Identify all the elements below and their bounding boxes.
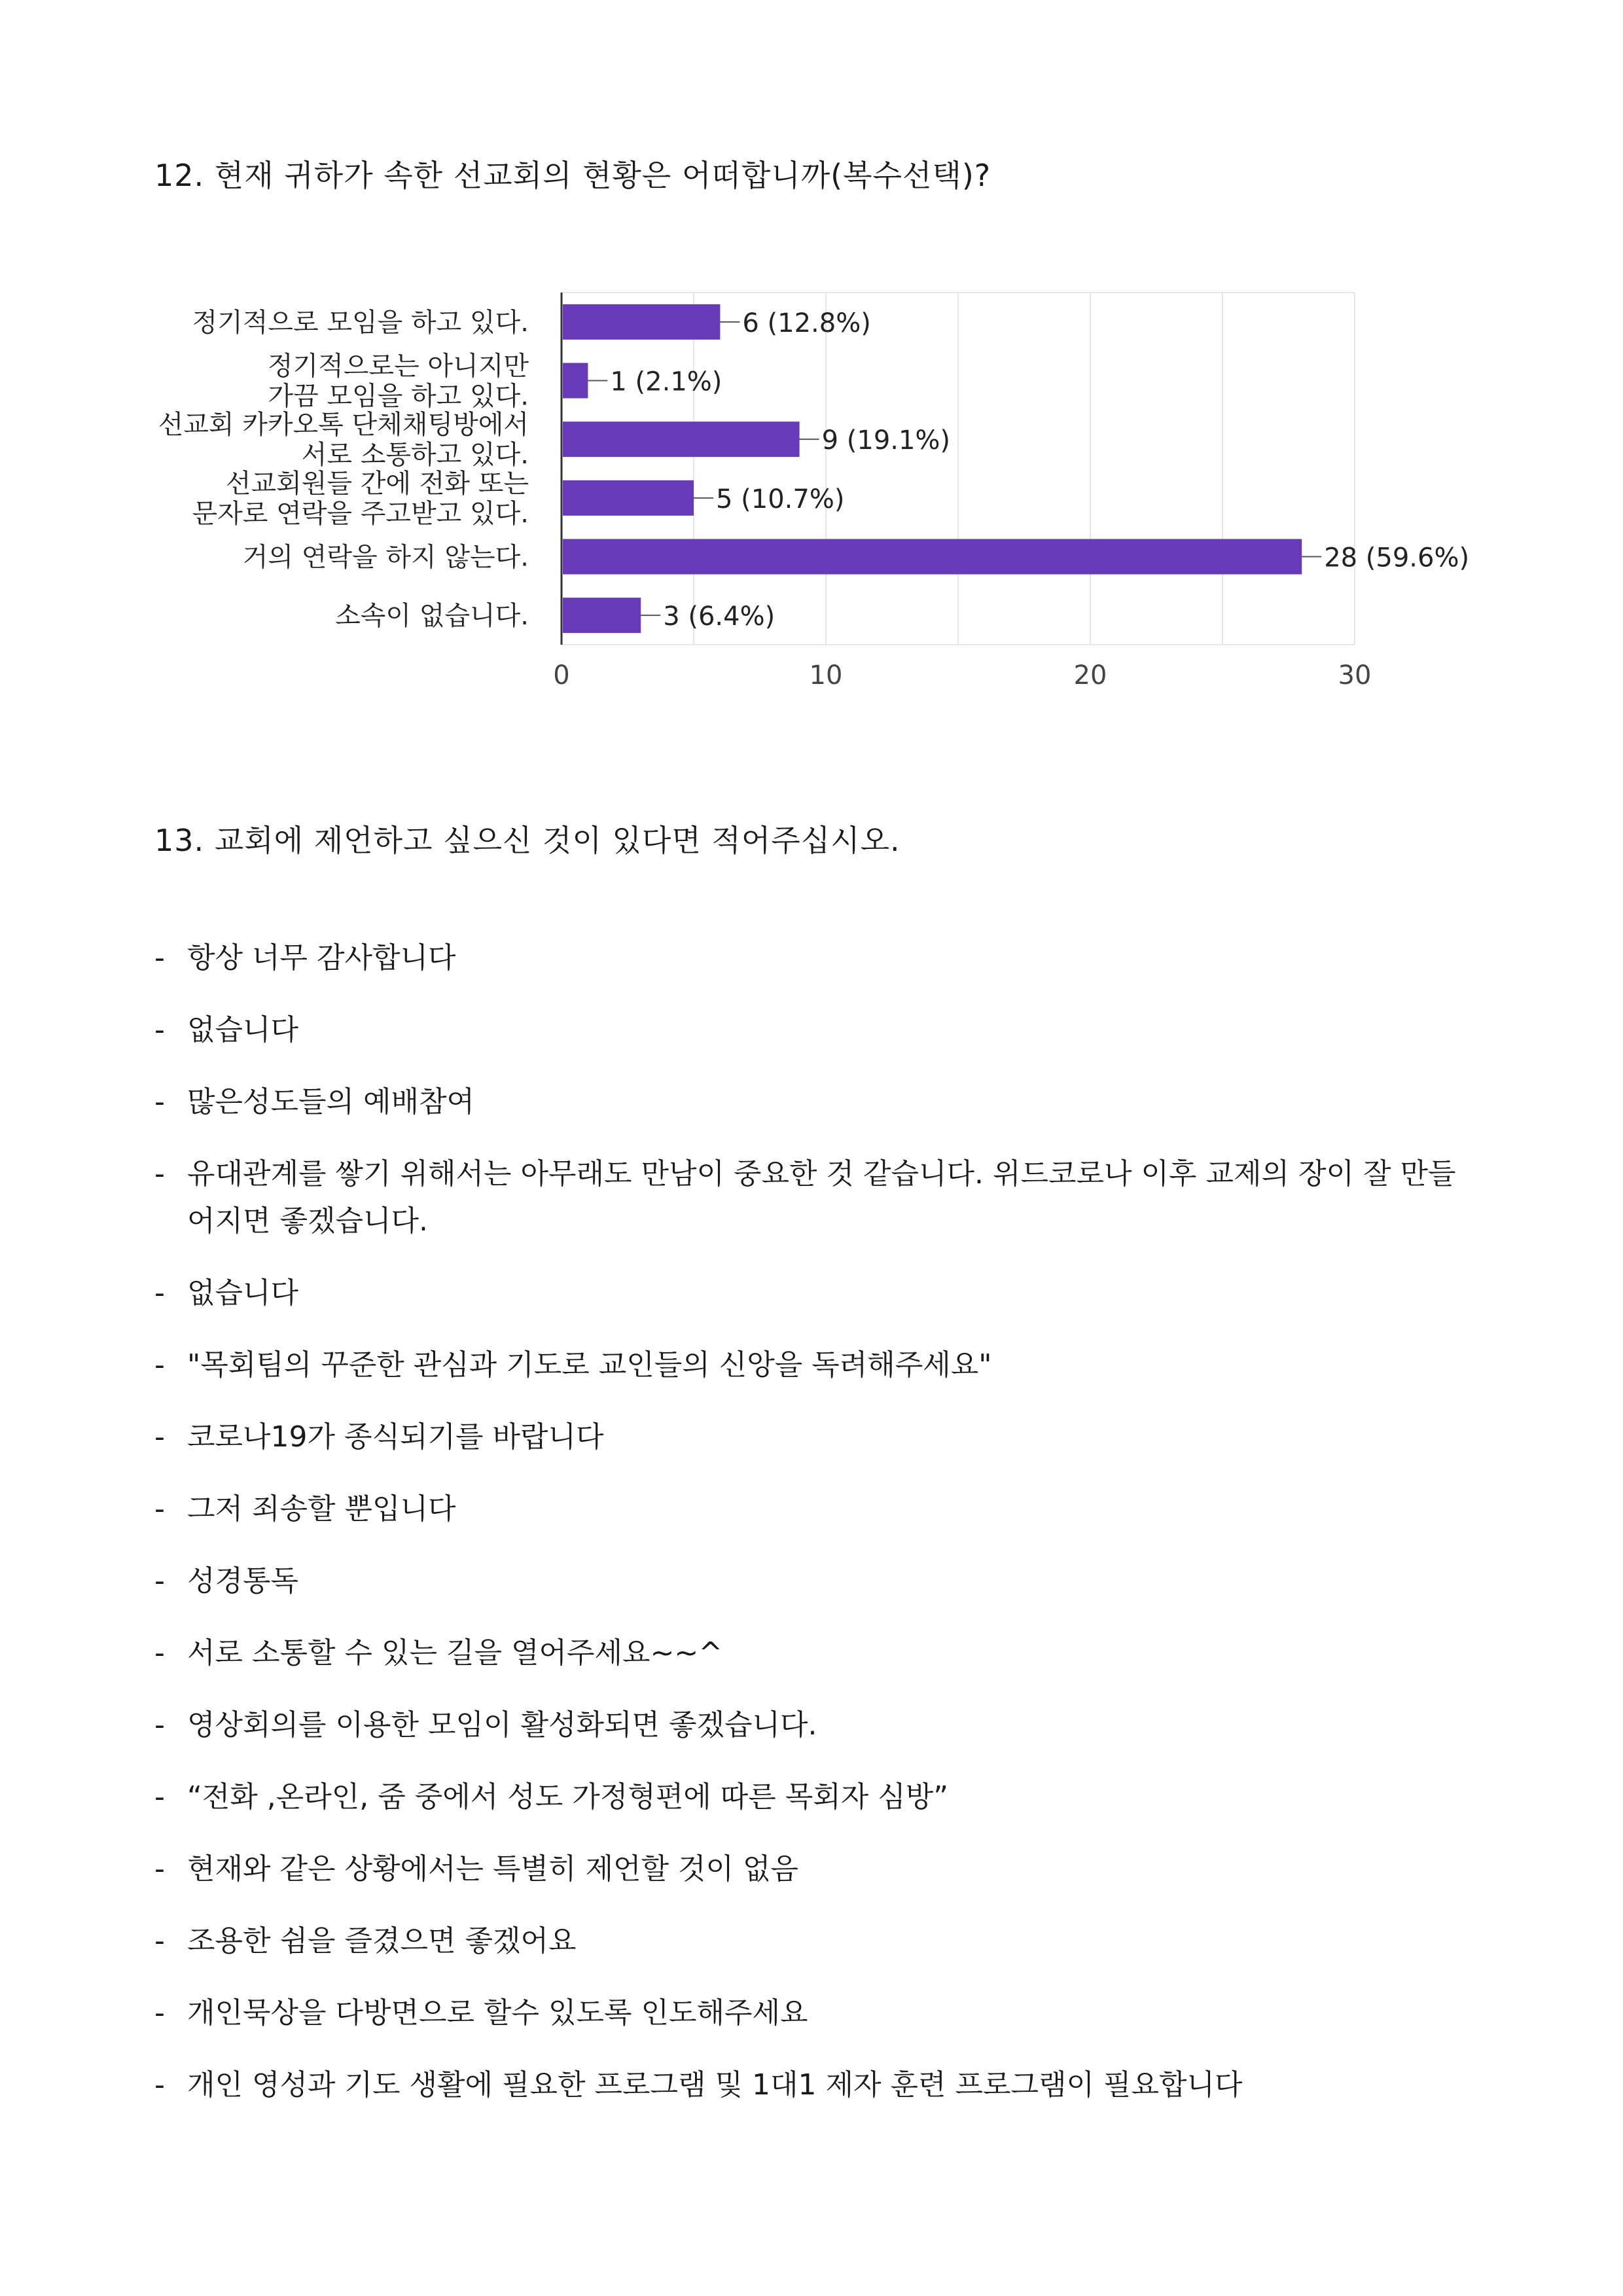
data-label: 5 (10.7%) bbox=[716, 484, 845, 514]
category-label: 선교회 카카오톡 단체채팅방에서 bbox=[158, 410, 529, 440]
answer-text: 많은성도들의 예배참여 bbox=[187, 1085, 475, 1119]
question-13-title: 13. 교회에 제언하고 싶으신 것이 있다면 적어주십시오. bbox=[154, 823, 901, 858]
answer-text: 코로나19가 종식되기를 바랍니다 bbox=[187, 1420, 604, 1454]
answer-item bbox=[154, 1151, 1483, 1245]
answer-item bbox=[154, 1702, 1483, 1749]
bullet-dash: - bbox=[154, 1420, 165, 1454]
bullet-dash: - bbox=[154, 1708, 165, 1742]
bullet-dash: - bbox=[154, 1348, 165, 1382]
answer-item bbox=[154, 1486, 1483, 1533]
chart-x-ticks bbox=[553, 660, 1371, 691]
bullet-dash: - bbox=[154, 1085, 165, 1119]
answer-text: 서로 소통할 수 있는 길을 열어주세요~~^ bbox=[187, 1636, 723, 1670]
chart-gridlines bbox=[562, 293, 1355, 645]
bullet-dash: - bbox=[154, 1852, 165, 1886]
answer-item bbox=[154, 1414, 1483, 1461]
category-label: 서로 소통하고 있다. bbox=[301, 440, 529, 471]
x-tick-label: 30 bbox=[1338, 660, 1372, 691]
bar bbox=[563, 422, 800, 457]
answer-text: 현재와 같은 상황에서는 특별히 제언할 것이 없음 bbox=[187, 1852, 798, 1886]
bullet-dash: - bbox=[154, 1013, 165, 1047]
x-tick-label: 0 bbox=[553, 660, 570, 691]
answer-text: “전화 ,온라인, 줌 중에서 성도 가정형편에 따른 목회자 심방” bbox=[187, 1780, 949, 1814]
category-label: 선교회원들 간에 전화 또는 bbox=[225, 468, 529, 499]
category-label: 소속이 없습니다. bbox=[335, 601, 529, 632]
bar bbox=[563, 539, 1302, 575]
answer-item bbox=[154, 1342, 1483, 1389]
answer-text: "목회팀의 꾸준한 관심과 기도로 교인들의 신앙을 독려해주세요" bbox=[187, 1348, 992, 1382]
bullet-dash: - bbox=[154, 1780, 165, 1814]
category-label: 정기적으로 모임을 하고 있다. bbox=[192, 307, 529, 338]
bullet-dash: - bbox=[154, 1276, 165, 1310]
answer-text: 없습니다 bbox=[187, 1013, 299, 1047]
answer-item bbox=[154, 1558, 1483, 1605]
bullet-dash: - bbox=[154, 941, 165, 975]
answer-text: 없습니다 bbox=[187, 1276, 299, 1310]
answer-text: 개인 영성과 기도 생활에 필요한 프로그램 및 1대1 제자 훈련 프로그램이 필요합니다 bbox=[187, 2068, 1243, 2102]
answer-text: 항상 너무 감사합니다 bbox=[187, 941, 456, 975]
bar bbox=[563, 363, 588, 399]
data-label: 9 (19.1%) bbox=[821, 425, 951, 456]
data-label: 3 (6.4%) bbox=[663, 601, 776, 632]
chart-category-labels bbox=[158, 308, 529, 631]
bullet-dash: - bbox=[154, 1636, 165, 1670]
answer-list bbox=[154, 935, 1483, 2134]
bullet-dash: - bbox=[154, 1157, 165, 1191]
data-label: 1 (2.1%) bbox=[610, 367, 722, 397]
category-label: 가끔 모임을 하고 있다. bbox=[268, 381, 529, 412]
answer-text: 영상회의를 이용한 모임이 활성화되면 좋겠습니다. bbox=[187, 1708, 817, 1742]
answer-item bbox=[154, 1918, 1483, 1965]
answer-item bbox=[154, 935, 1483, 982]
question-12-title: 12. 현재 귀하가 속한 선교회의 현황은 어떠합니까(복수선택)? bbox=[154, 158, 991, 193]
answer-text: 그저 죄송할 뿐입니다 bbox=[187, 1492, 456, 1526]
bar bbox=[563, 480, 694, 516]
bullet-dash: - bbox=[154, 1564, 165, 1598]
category-label: 문자로 연락을 주고받고 있다. bbox=[192, 498, 529, 529]
x-tick-label: 10 bbox=[809, 660, 843, 691]
bullet-dash: - bbox=[154, 1996, 165, 2030]
data-label: 28 (59.6%) bbox=[1324, 543, 1470, 573]
bar bbox=[563, 304, 720, 340]
category-label: 정기적으로는 아니지만 bbox=[267, 351, 529, 382]
category-label: 거의 연락을 하지 않는다. bbox=[242, 542, 529, 573]
answer-item bbox=[154, 2062, 1483, 2109]
answer-text: 개인묵상을 다방면으로 할수 있도록 인도해주세요 bbox=[187, 1996, 808, 2030]
bullet-dash: - bbox=[154, 1492, 165, 1526]
bullet-dash: - bbox=[154, 1924, 165, 1958]
chart-bars bbox=[563, 304, 1469, 633]
answer-item bbox=[154, 1990, 1483, 2037]
answer-item bbox=[154, 1774, 1483, 1821]
q12-bar-chart bbox=[0, 0, 1623, 720]
answer-text: 조용한 쉼을 즐겼으면 좋겠어요 bbox=[187, 1924, 577, 1958]
answer-item bbox=[154, 1079, 1483, 1126]
answer-text: 유대관계를 쌓기 위해서는 아무래도 만남이 중요한 것 같습니다. 위드코로나 이후 교제의 장이 잘 만들어지면 좋겠습니다. bbox=[187, 1157, 1456, 1238]
answer-text: 성경통독 bbox=[187, 1564, 299, 1598]
bullet-dash: - bbox=[154, 2068, 165, 2102]
x-tick-label: 20 bbox=[1073, 660, 1107, 691]
answer-item bbox=[154, 1007, 1483, 1054]
answer-item bbox=[154, 1846, 1483, 1893]
data-label: 6 (12.8%) bbox=[742, 308, 871, 338]
bar bbox=[563, 598, 641, 633]
answer-item bbox=[154, 1630, 1483, 1677]
answer-item bbox=[154, 1270, 1483, 1317]
